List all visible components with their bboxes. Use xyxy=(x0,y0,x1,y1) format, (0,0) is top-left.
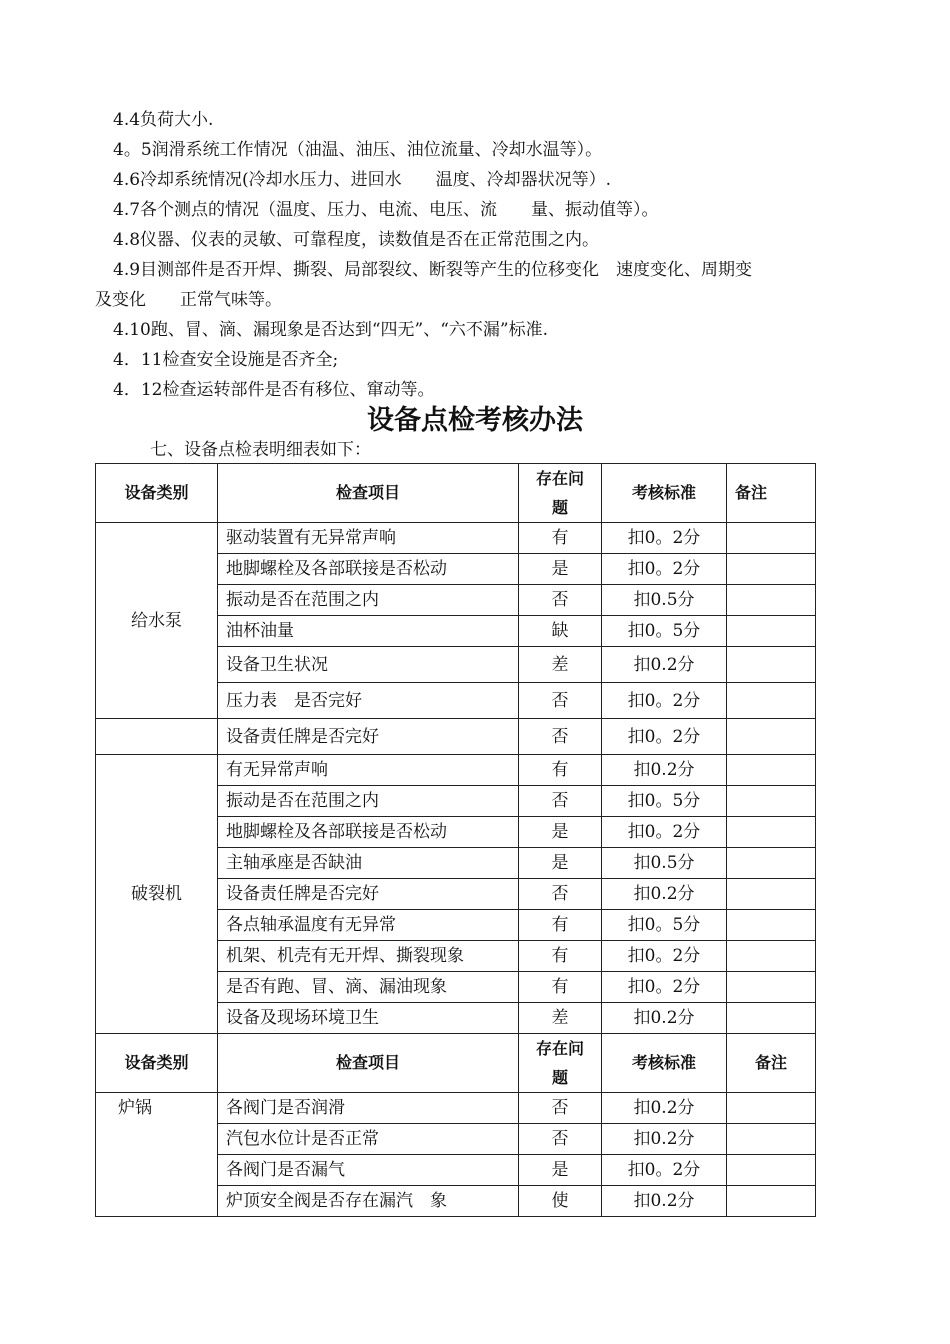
remarks-cell xyxy=(727,554,816,585)
item-cell: 是否有跑、冒、滴、漏油现象 xyxy=(218,972,519,1003)
remarks-cell xyxy=(727,523,816,554)
item-cell: 驱动装置有无异常声响 xyxy=(218,523,519,554)
inspection-table xyxy=(95,463,816,1217)
header-remarks: 备注 xyxy=(727,464,816,523)
header-problem: 存在问题 xyxy=(519,1034,602,1093)
paragraph-text: 4.9目测部件是否开焊、撕裂、局部裂纹、断裂等产生的位移变化 速度变化、周期变 xyxy=(113,260,753,280)
paragraph-4-9 xyxy=(95,255,875,285)
problem-cell: 否 xyxy=(519,719,602,755)
table-row xyxy=(96,1093,816,1124)
remarks-cell xyxy=(727,786,816,817)
standard-cell: 扣0。2分 xyxy=(602,972,727,1003)
header-category: 设备类别 xyxy=(96,1034,218,1093)
remarks-cell xyxy=(727,1093,816,1124)
remarks-cell xyxy=(727,1124,816,1155)
problem-cell: 是 xyxy=(519,817,602,848)
problem-cell: 否 xyxy=(519,786,602,817)
standard-cell: 扣0.2分 xyxy=(602,1003,727,1034)
remarks-cell xyxy=(727,1003,816,1034)
table-header-row xyxy=(96,1034,816,1093)
remarks-cell xyxy=(727,755,816,786)
category-cell xyxy=(96,719,218,755)
header-item: 检查项目 xyxy=(218,464,519,523)
standard-cell: 扣0。2分 xyxy=(602,719,727,755)
header-item: 检查项目 xyxy=(218,1034,519,1093)
problem-cell: 否 xyxy=(519,585,602,616)
table-header-row xyxy=(96,464,816,523)
problem-cell: 缺 xyxy=(519,616,602,647)
remarks-cell xyxy=(727,879,816,910)
standard-cell: 扣0。2分 xyxy=(602,683,727,719)
item-cell: 振动是否在范围之内 xyxy=(218,786,519,817)
paragraph-4-9-cont xyxy=(95,285,875,315)
remarks-cell xyxy=(727,647,816,683)
item-cell: 压力表 是否完好 xyxy=(218,683,519,719)
standard-cell: 扣0。5分 xyxy=(602,786,727,817)
standard-cell: 扣0.2分 xyxy=(602,1186,727,1217)
problem-cell: 有 xyxy=(519,755,602,786)
header-remarks: 备注 xyxy=(727,1034,816,1093)
paragraph-text: 4.4负荷大小. xyxy=(113,110,214,130)
item-cell: 油杯油量 xyxy=(218,616,519,647)
remarks-cell xyxy=(727,1155,816,1186)
table-row xyxy=(96,719,816,755)
paragraph-4-4 xyxy=(95,105,875,135)
item-cell: 地脚螺栓及各部联接是否松动 xyxy=(218,817,519,848)
paragraph-text: 4.8仪器、仪表的灵敏、可靠程度，读数值是否在正常范围之内。 xyxy=(113,230,600,250)
remarks-cell xyxy=(727,683,816,719)
item-cell: 设备责任牌是否完好 xyxy=(218,879,519,910)
remarks-cell xyxy=(727,972,816,1003)
problem-cell: 有 xyxy=(519,941,602,972)
paragraph-text: 4。5润滑系统工作情况（油温、油压、油位流量、冷却水温等）。 xyxy=(113,140,603,160)
standard-cell: 扣0.2分 xyxy=(602,879,727,910)
paragraph-4-11 xyxy=(95,345,875,375)
standard-cell: 扣0。2分 xyxy=(602,523,727,554)
problem-cell: 否 xyxy=(519,1124,602,1155)
table-row xyxy=(96,755,816,786)
table-intro: 七、设备点检表明细表如下： xyxy=(150,440,371,460)
category-cell: 给水泵 xyxy=(96,523,218,719)
standard-cell: 扣0。5分 xyxy=(602,910,727,941)
remarks-cell xyxy=(727,1186,816,1217)
header-problem: 存在问题 xyxy=(519,464,602,523)
paragraph-4-8 xyxy=(95,225,875,255)
item-cell: 有无异常声响 xyxy=(218,755,519,786)
table-row xyxy=(96,523,816,554)
standard-cell: 扣0。2分 xyxy=(602,941,727,972)
standard-cell: 扣0.2分 xyxy=(602,1124,727,1155)
problem-cell: 否 xyxy=(519,879,602,910)
paragraph-text: 4．12检查运转部件是否有移位、窜动等。 xyxy=(113,380,435,400)
remarks-cell xyxy=(727,848,816,879)
standard-cell: 扣0。5分 xyxy=(602,616,727,647)
header-standard: 考核标准 xyxy=(602,464,727,523)
standard-cell: 扣0.5分 xyxy=(602,848,727,879)
item-cell: 振动是否在范围之内 xyxy=(218,585,519,616)
item-cell: 炉顶安全阀是否存在漏汽 象 xyxy=(218,1186,519,1217)
remarks-cell xyxy=(727,585,816,616)
paragraph-4-5 xyxy=(95,135,875,165)
paragraph-4-6 xyxy=(95,165,875,195)
item-cell: 地脚螺栓及各部联接是否松动 xyxy=(218,554,519,585)
problem-cell: 否 xyxy=(519,683,602,719)
problem-cell: 差 xyxy=(519,647,602,683)
problem-cell: 否 xyxy=(519,1093,602,1124)
item-cell: 设备及现场环境卫生 xyxy=(218,1003,519,1034)
standard-cell: 扣0.5分 xyxy=(602,585,727,616)
standard-cell: 扣0.2分 xyxy=(602,647,727,683)
problem-cell: 是 xyxy=(519,554,602,585)
standard-cell: 扣0.2分 xyxy=(602,755,727,786)
problem-cell: 是 xyxy=(519,848,602,879)
paragraph-text: 及变化 正常气味等。 xyxy=(95,290,282,310)
remarks-cell xyxy=(727,616,816,647)
problem-cell: 有 xyxy=(519,972,602,1003)
problem-cell: 有 xyxy=(519,523,602,554)
problem-cell: 有 xyxy=(519,910,602,941)
paragraph-4-7 xyxy=(95,195,875,225)
header-standard: 考核标准 xyxy=(602,1034,727,1093)
remarks-cell xyxy=(727,941,816,972)
remarks-cell xyxy=(727,910,816,941)
problem-cell: 使 xyxy=(519,1186,602,1217)
item-cell: 设备责任牌是否完好 xyxy=(218,719,519,755)
paragraph-text: 4.10跑、冒、滴、漏现象是否达到“四无”、“六不漏”标准. xyxy=(113,320,549,340)
problem-cell: 差 xyxy=(519,1003,602,1034)
item-cell: 汽包水位计是否正常 xyxy=(218,1124,519,1155)
item-cell: 各点轴承温度有无异常 xyxy=(218,910,519,941)
category-cell: 炉锅 xyxy=(96,1093,218,1217)
problem-cell: 是 xyxy=(519,1155,602,1186)
item-cell: 机架、机壳有无开焊、撕裂现象 xyxy=(218,941,519,972)
remarks-cell xyxy=(727,719,816,755)
standard-cell: 扣0。2分 xyxy=(602,1155,727,1186)
paragraph-4-10 xyxy=(95,315,875,345)
item-cell: 设备卫生状况 xyxy=(218,647,519,683)
standard-cell: 扣0。2分 xyxy=(602,817,727,848)
item-cell: 主轴承座是否缺油 xyxy=(218,848,519,879)
page-title: 设备点检考核办法 xyxy=(367,405,583,436)
item-cell: 各阀门是否润滑 xyxy=(218,1093,519,1124)
header-category: 设备类别 xyxy=(96,464,218,523)
standard-cell: 扣0。2分 xyxy=(602,554,727,585)
paragraph-text: 4.7各个测点的情况（温度、压力、电流、电压、流 量、振动值等）。 xyxy=(113,200,659,220)
item-cell: 各阀门是否漏气 xyxy=(218,1155,519,1186)
paragraph-text: 4．11检查安全设施是否齐全; xyxy=(113,350,339,370)
remarks-cell xyxy=(727,817,816,848)
category-cell: 破裂机 xyxy=(96,755,218,1034)
paragraph-text: 4.6冷却系统情况(冷却水压力、进回水 温度、冷却器状况等）. xyxy=(113,170,612,190)
standard-cell: 扣0.2分 xyxy=(602,1093,727,1124)
